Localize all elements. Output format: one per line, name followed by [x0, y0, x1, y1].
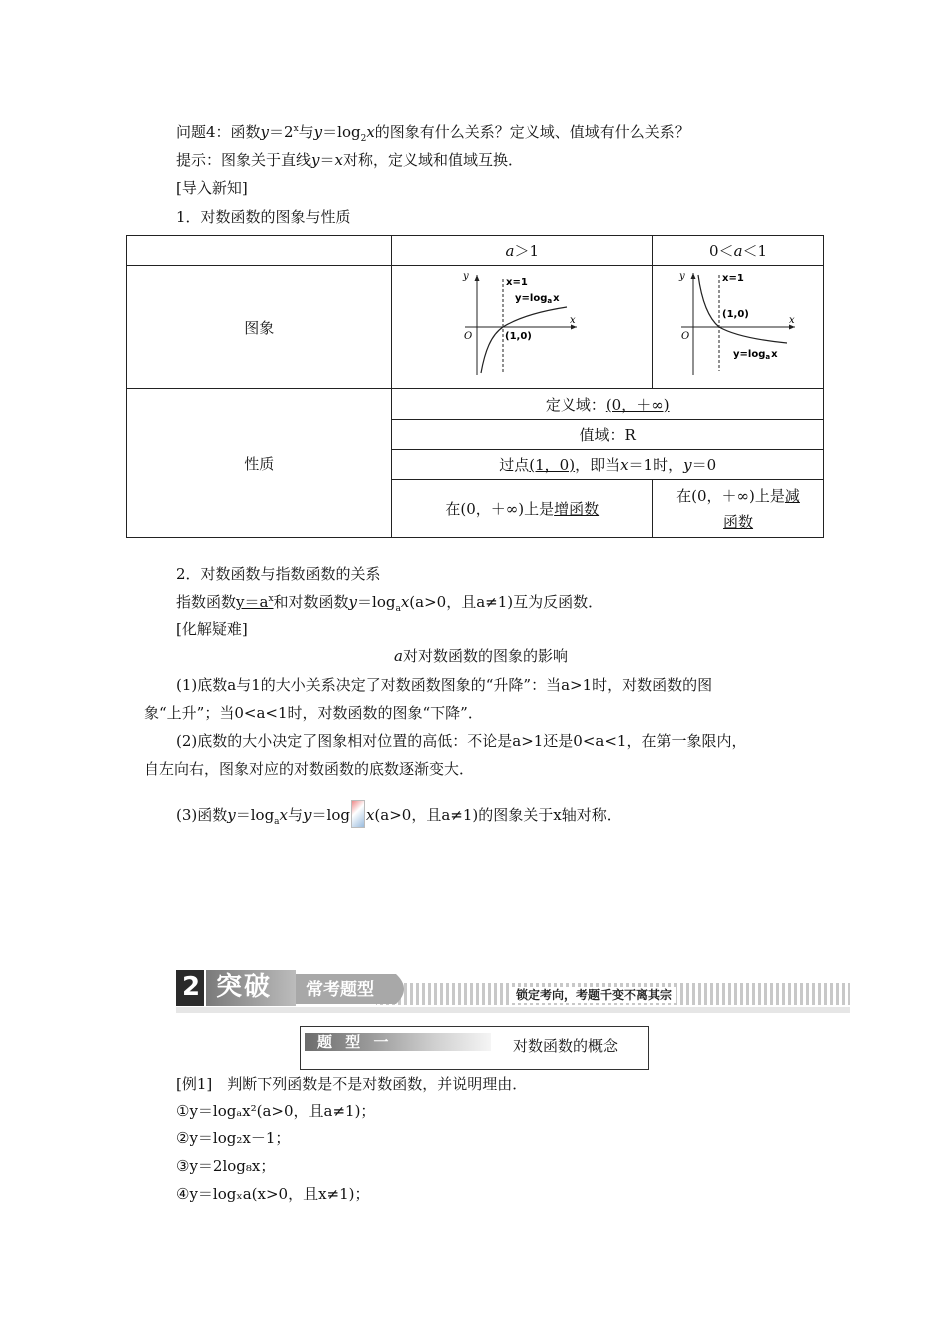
header-a-between-0-1: 0＜a＜1: [653, 236, 824, 266]
increasing-cell: 在(0，＋∞)上是增函数: [392, 480, 653, 538]
svg-text:(1,0): (1,0): [505, 331, 533, 342]
graph-cell-increasing: [392, 266, 653, 389]
svg-text:y: y: [463, 271, 469, 282]
question-type-tag: 题 型 一: [305, 1033, 491, 1051]
broken-image-icon: [351, 800, 365, 828]
point-2-line-2: 自左向右，图象对应的对数函数的底数逐渐变大．: [144, 760, 475, 778]
increasing-log-graph: [457, 269, 587, 381]
relation-line: 指数函数$y=a^x$和对数函数$y=\log_ax(a>0$，且a≠1)互为反函数．: [176, 593, 604, 614]
svg-text:(1,0): (1,0): [722, 309, 749, 320]
svg-text:y=logax: $y=\log_ax$: [733, 349, 778, 361]
example-heading: [例1] 判断下列函数是不是对数函数，并说明理由．: [176, 1075, 528, 1093]
section-1-title: 1．对数函数的图象与性质: [176, 208, 351, 226]
point-2-line-1: (2)底数的大小决定了图象相对位置的高低：不论是a>1还是0<a<1，在第一象限内，: [176, 732, 747, 750]
section-banner: [176, 966, 850, 1016]
domain-cell: 定义域：(0，＋∞): [392, 389, 824, 420]
example-item: ①y＝logₐx²(a>0，且a≠1)；: [176, 1102, 376, 1120]
example-item: ③y＝2log₈x；: [176, 1157, 276, 1175]
range-cell: 值域：R: [392, 420, 824, 450]
question-4: 问题4：函数$y=2^x$与$y=\log_2x$的图象有什么关系？定义域、值域有什么关系？: [176, 123, 690, 144]
example-item: ②y＝log₂x－1；: [176, 1129, 291, 1147]
resolve-heading: [化解疑难]: [176, 620, 248, 638]
example-item: ④y＝logₓa(x>0，且x≠1)；: [176, 1185, 370, 1203]
point-1-line-1: (1)底数a与1的大小关系决定了对数函数图象的“升降”：当a>1时，对数函数的图: [176, 676, 713, 694]
point-1-line-2: 象“上升”；当0<a<1时，对数函数的图象“下降”．: [144, 704, 483, 722]
row-label-graph: 图象: [127, 266, 392, 389]
intro-heading: [导入新知]: [176, 179, 248, 197]
hint-line: 提示：图象关于直线y＝x对称，定义域和值域互换．: [176, 151, 523, 169]
svg-text:x: x: [789, 315, 795, 326]
table-corner-cell: [127, 236, 392, 266]
svg-text:x=1: x=1: [722, 273, 744, 284]
decreasing-log-graph: [673, 269, 803, 381]
banner-title: 突破: [216, 972, 273, 1002]
graph-cell-decreasing: [653, 266, 824, 389]
row-label-properties: 性质: [127, 389, 392, 538]
point-3-line: (3)函数$y=\log_ax$与y＝log x(a>0，且a≠1)的图象关于x轴对称．: [176, 800, 622, 828]
effect-title: a对对数函数的图象的影响: [394, 647, 568, 665]
question-type-box: [300, 1026, 649, 1070]
svg-text:x=1: x=1: [506, 277, 529, 288]
section-2-title: 2．对数函数与指数函数的关系: [176, 565, 381, 583]
decreasing-cell: 在(0，＋∞)上是减 函数: [653, 480, 824, 538]
banner-number: 2: [182, 972, 201, 1002]
svg-text:x: x: [570, 315, 576, 326]
log-properties-table: [126, 235, 824, 538]
header-a-greater-1: a＞1: [392, 236, 653, 266]
svg-text:y=logax: $y=\log_ax$: [515, 293, 560, 305]
banner-slogan: 锁定考向，考题千变不离其宗: [512, 987, 676, 1003]
fixed-point-cell: 过点(1，0)，即当x＝1时，y＝0: [392, 450, 824, 480]
banner-tag: 常考题型: [306, 980, 374, 1000]
question-type-topic: 对数函数的概念: [513, 1037, 619, 1055]
svg-text:O: O: [681, 331, 690, 342]
svg-text:y: y: [679, 271, 685, 282]
svg-text:O: O: [464, 331, 473, 342]
